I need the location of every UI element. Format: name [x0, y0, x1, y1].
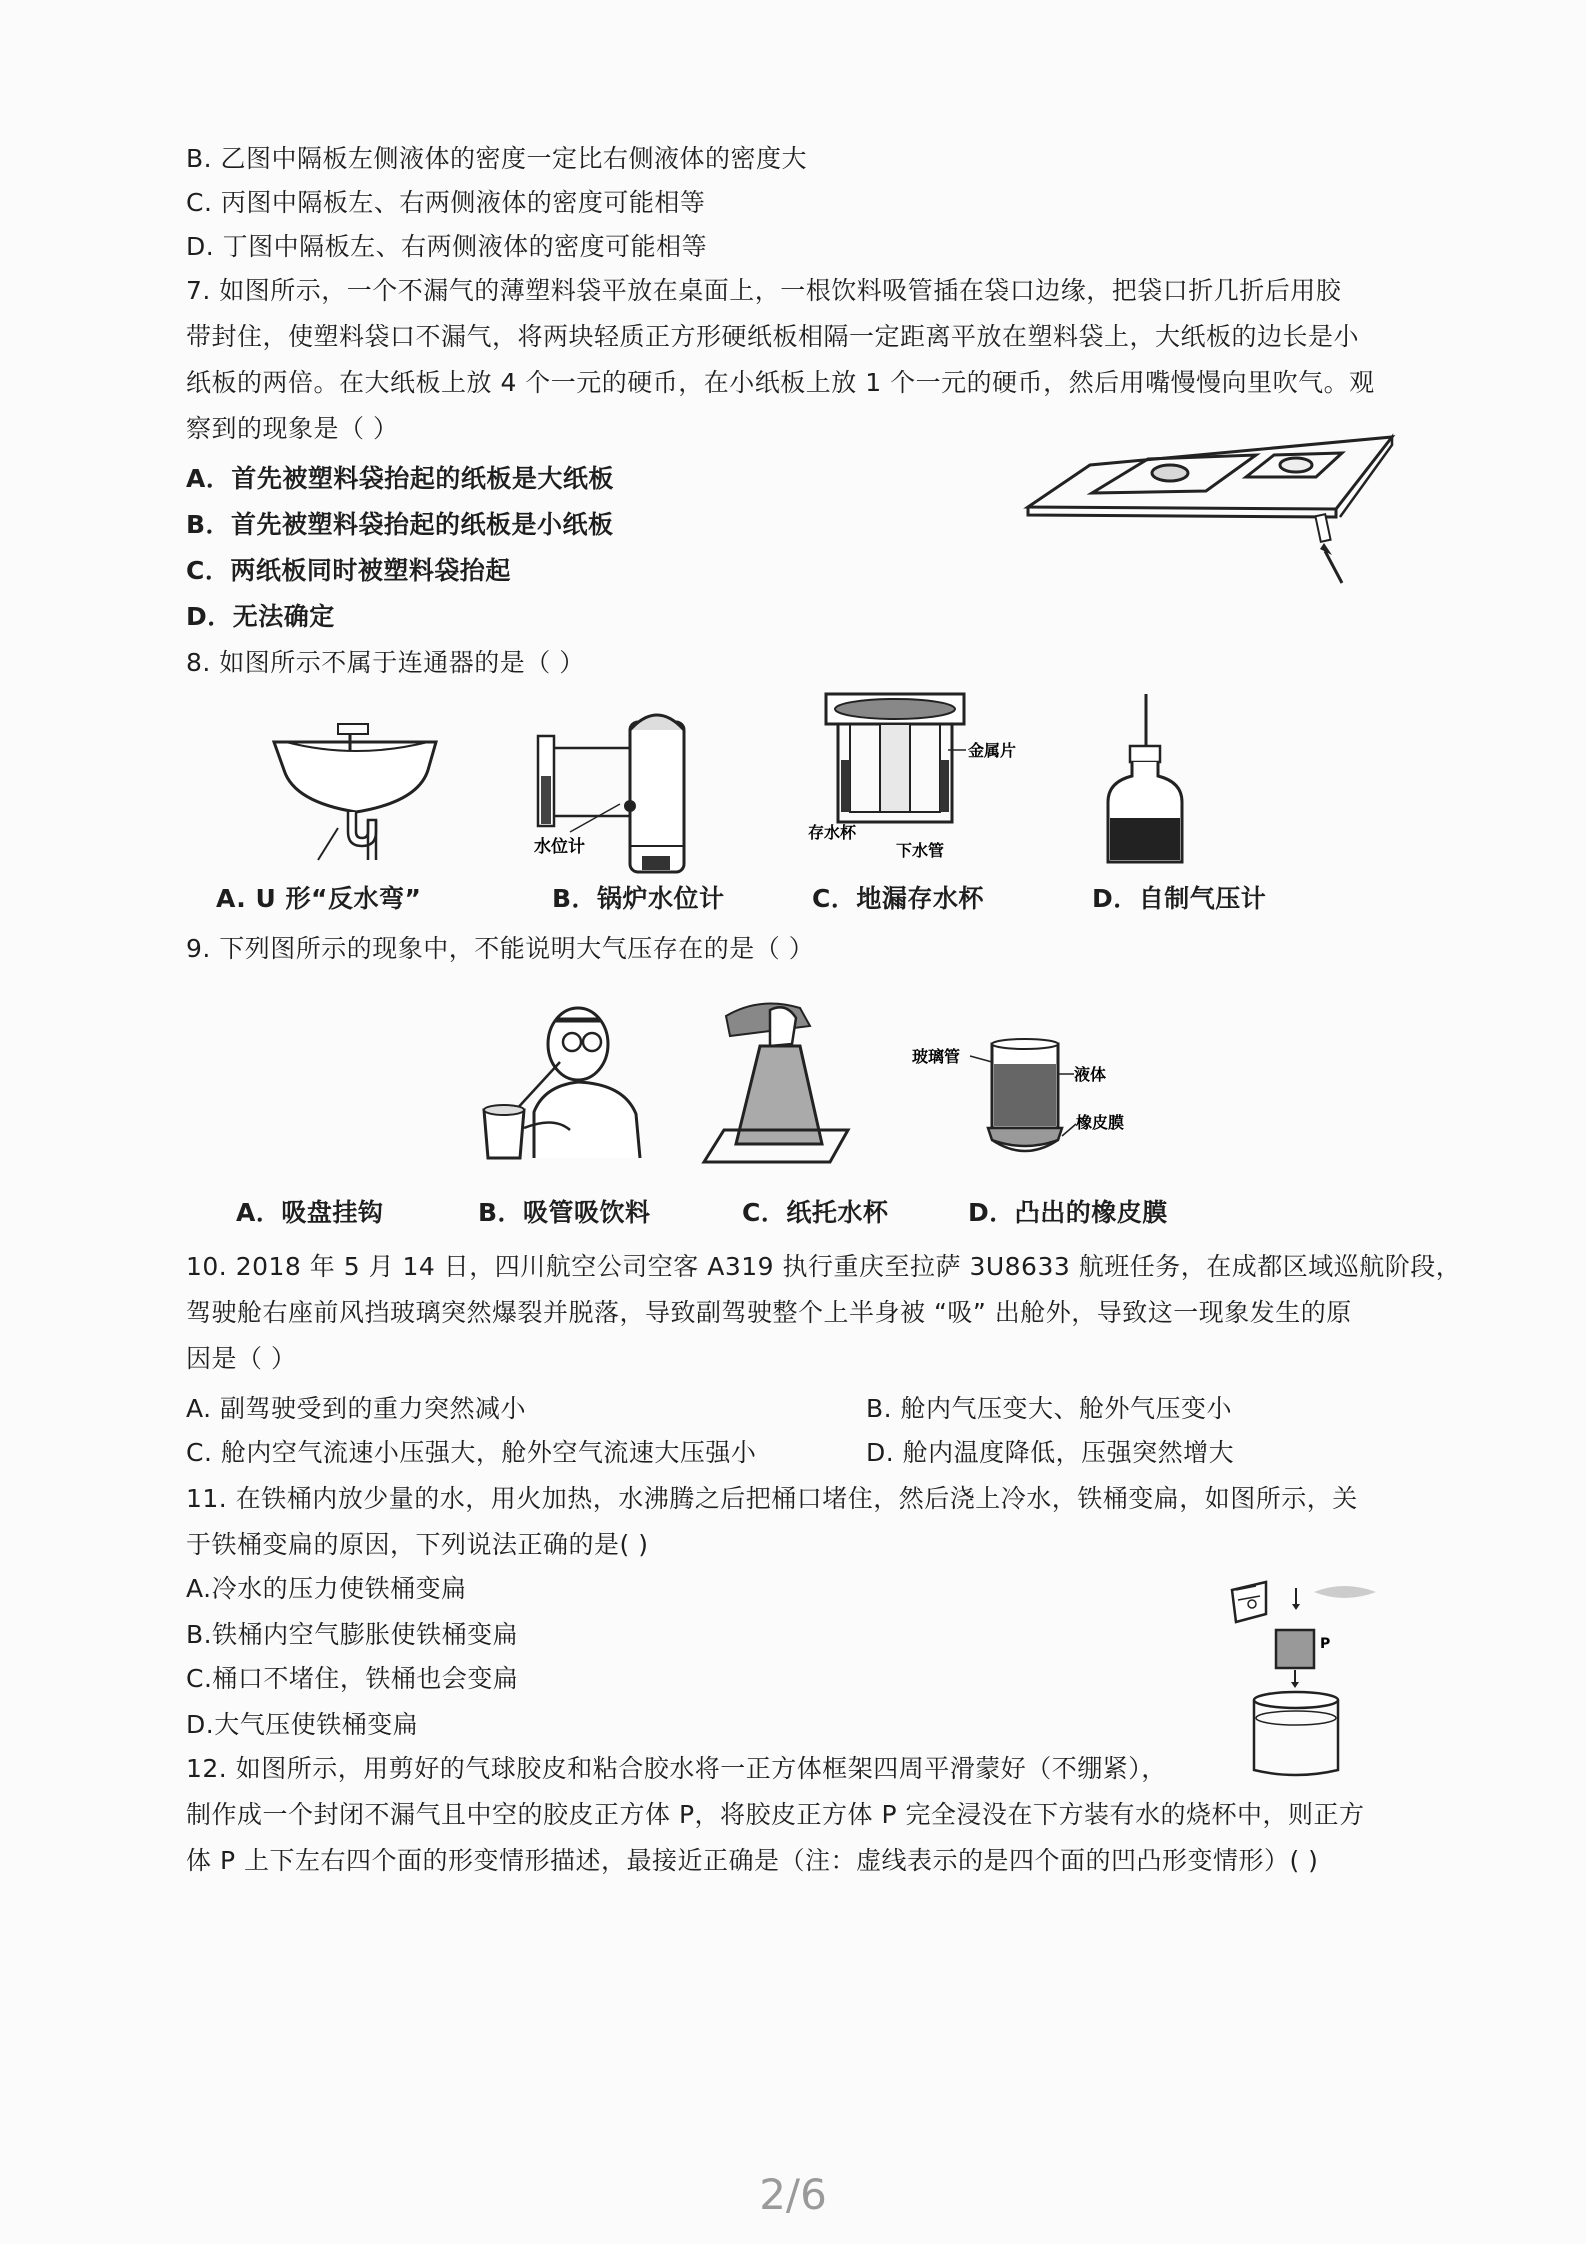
- q7-option-d: D．无法确定: [186, 602, 335, 631]
- liquid-label: 液体: [1074, 1065, 1107, 1084]
- q6-option-c: C. 丙图中隔板左、右两侧液体的密度可能相等: [186, 188, 706, 217]
- q7-option-a: A．首先被塑料袋抬起的纸板是大纸板: [186, 464, 614, 493]
- q9-option-c: C．纸托水杯: [742, 1198, 889, 1227]
- drain-pipe-label: 下水管: [896, 841, 945, 860]
- q7-stem-line-4: 察到的现象是（ ）: [186, 414, 399, 443]
- q10-option-d: D. 舱内温度降低，压强突然增大: [866, 1438, 1235, 1467]
- homemade-barometer-figure: [1100, 690, 1190, 870]
- storage-cup-label: 存水杯: [808, 823, 857, 842]
- water-gauge-label: 水位计: [534, 837, 585, 857]
- q6-option-b: B. 乙图中隔板左侧液体的密度一定比右侧液体的密度大: [186, 144, 808, 173]
- q10-option-c: C. 舱内空气流速小压强大，舱外空气流速大压强小: [186, 1438, 757, 1467]
- q12-stem-line-3: 体 P 上下左右四个面的形变情形描述，最接近正确是（注：虚线表示的是四个面的凹凸形变情形）( ): [186, 1846, 1319, 1875]
- q11-stem-line-2: 于铁桶变扁的原因，下列说法正确的是( ): [186, 1530, 649, 1559]
- q7-stem-line-3: 纸板的两倍。在大纸板上放 4 个一元的硬币，在小纸板上放 1 个一元的硬币，然后用嘴慢慢向里吹气。观: [186, 368, 1375, 397]
- q8-stem: 8. 如图所示不属于连通器的是（ ）: [186, 648, 585, 677]
- page-number: 2/6: [759, 2170, 827, 2219]
- sink-u-trap-figure: [268, 720, 448, 870]
- glass-tube-label: 玻璃管: [912, 1047, 961, 1066]
- cube-beaker-figure: [1226, 1570, 1386, 1780]
- q7-option-c: C．两纸板同时被塑料袋抬起: [186, 556, 511, 585]
- q10-option-b: B. 舱内气压变大、舱外气压变小: [866, 1394, 1233, 1423]
- q10-stem-line-2: 驾驶舱右座前风挡玻璃突然爆裂并脱落，导致副驾驶整个上半身被 “吸” 出舱外，导致这一现象发生的原: [186, 1298, 1352, 1327]
- q12-stem-line-1: 12. 如图所示，用剪好的气球胶皮和粘合胶水将一正方体框架四周平滑蒙好（不绷紧），: [186, 1754, 1167, 1783]
- q7-option-b: B．首先被塑料袋抬起的纸板是小纸板: [186, 510, 614, 539]
- q11-option-a: A.冷水的压力使铁桶变扁: [186, 1574, 467, 1603]
- cube-p-label: P: [1320, 1636, 1331, 1652]
- q8-option-c: C．地漏存水杯: [812, 884, 984, 913]
- q7-stem-line-1: 7. 如图所示，一个不漏气的薄塑料袋平放在桌面上，一根饮料吸管插在袋口边缘，把袋口折几折后用胶: [186, 276, 1342, 305]
- q10-stem-line-3: 因是（ ）: [186, 1344, 297, 1373]
- q11-option-d: D.大气压使铁桶变扁: [186, 1710, 419, 1739]
- q9-stem: 9. 下列图所示的现象中，不能说明大气压存在的是（ ）: [186, 934, 815, 963]
- q11-stem-line-1: 11. 在铁桶内放少量的水，用火加热，水沸腾之后把桶口堵住，然后浇上冷水，铁桶变扁，如图所示，关: [186, 1484, 1358, 1513]
- q6-option-d: D. 丁图中隔板左、右两侧液体的密度可能相等: [186, 232, 708, 261]
- rubber-film-figure: [908, 1036, 1178, 1162]
- q11-option-b: B.铁桶内空气膨胀使铁桶变扁: [186, 1620, 519, 1649]
- rubber-film-label: 橡皮膜: [1076, 1113, 1125, 1132]
- q9-option-b: B．吸管吸饮料: [478, 1198, 651, 1227]
- q8-option-b: B．锅炉水位计: [552, 884, 725, 913]
- suction-cup-figure: [700, 996, 860, 1166]
- q9-option-a: A．吸盘挂钩: [236, 1198, 384, 1227]
- q8-option-d: D．自制气压计: [1092, 884, 1267, 913]
- q10-stem-line-1: 10. 2018 年 5 月 14 日，四川航空公司空客 A319 执行重庆至拉萨 3U8633 航班任务，在成都区域巡航阶段，: [186, 1252, 1462, 1281]
- floor-drain-figure: [808, 690, 1038, 870]
- boiler-water-gauge-figure: [530, 696, 710, 876]
- plastic-bag-figure: [1020, 415, 1400, 595]
- straw-drinking-figure: [474, 1002, 644, 1162]
- q8-option-a: A. U 形“反水弯”: [216, 884, 422, 913]
- q7-stem-line-2: 带封住，使塑料袋口不漏气，将两块轻质正方形硬纸板相隔一定距离平放在塑料袋上，大纸板的边长是小: [186, 322, 1360, 351]
- metal-sheet-label: 金属片: [968, 741, 1017, 760]
- q11-option-c: C.桶口不堵住，铁桶也会变扁: [186, 1664, 519, 1693]
- q12-stem-line-2: 制作成一个封闭不漏气且中空的胶皮正方体 P，将胶皮正方体 P 完全浸没在下方装有水的烧杯中，则正方: [186, 1800, 1365, 1829]
- q10-option-a: A. 副驾驶受到的重力突然减小: [186, 1394, 527, 1423]
- q9-option-d: D．凸出的橡皮膜: [968, 1198, 1168, 1227]
